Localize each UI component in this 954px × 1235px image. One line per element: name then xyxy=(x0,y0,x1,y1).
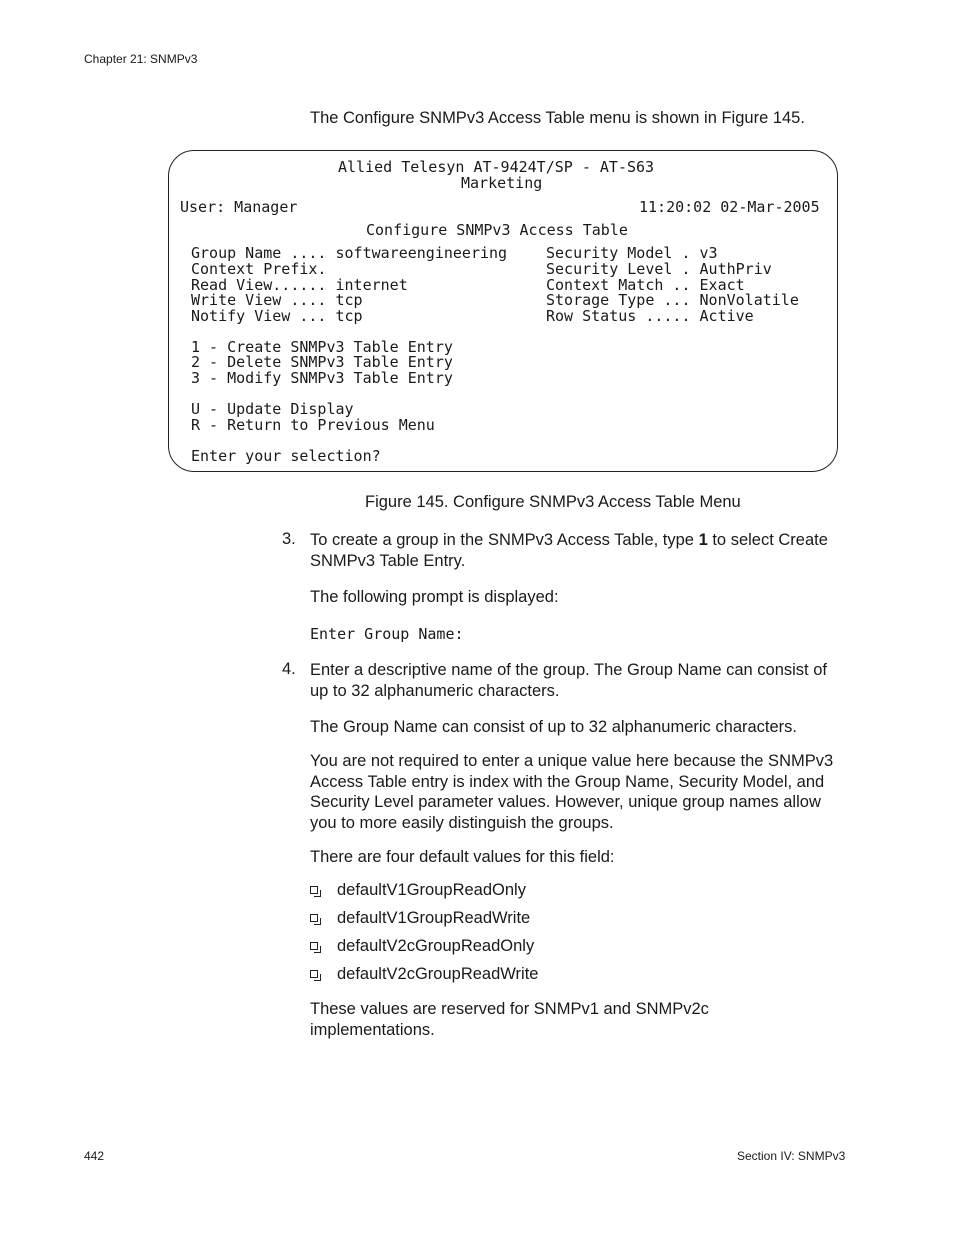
step-4-number: 4. xyxy=(282,660,296,678)
menu-option-delete[interactable]: 2 - Delete SNMPv3 Table Entry xyxy=(191,353,453,371)
bullet-box-icon xyxy=(310,886,318,894)
default-value-item: defaultV1GroupReadWrite xyxy=(337,909,531,927)
terminal-menu-title: Configure SNMPv3 Access Table xyxy=(366,221,628,239)
terminal-datetime: 11:20:02 02-Mar-2005 xyxy=(639,198,820,216)
bullet-box-icon xyxy=(310,942,318,950)
figure-caption: Figure 145. Configure SNMPv3 Access Table Menu xyxy=(365,493,741,511)
step-3-text-after: to select Create SNMPv3 Table Entry. xyxy=(310,531,828,570)
step-3-bold: 1 xyxy=(698,531,708,549)
field-security-level: Security Level . AuthPriv xyxy=(546,260,772,278)
step-3-number: 3. xyxy=(282,530,296,548)
section-footer: Section IV: SNMPv3 xyxy=(737,1149,846,1163)
terminal-user: User: Manager xyxy=(180,198,298,216)
menu-option-return[interactable]: R - Return to Previous Menu xyxy=(191,416,435,434)
chapter-header: Chapter 21: SNMPv3 xyxy=(84,52,198,66)
bullet-box-icon xyxy=(310,914,318,922)
field-row-status: Row Status ..... Active xyxy=(546,307,754,325)
bullet-box-icon xyxy=(310,970,318,978)
terminal-title: Allied Telesyn AT-9424T/SP - AT-S63 xyxy=(338,158,655,176)
terminal-prompt[interactable]: Enter your selection? xyxy=(191,447,381,465)
menu-option-modify[interactable]: 3 - Modify SNMPv3 Table Entry xyxy=(191,369,453,387)
step-3-text xyxy=(310,530,845,571)
terminal-subtitle: Marketing xyxy=(461,174,543,192)
field-storage-type: Storage Type ... NonVolatile xyxy=(546,291,799,309)
menu-option-update[interactable]: U - Update Display xyxy=(191,400,354,418)
default-value-item: defaultV2cGroupReadWrite xyxy=(337,965,539,983)
page-number: 442 xyxy=(84,1149,105,1163)
paragraph-reserved: These values are reserved for SNMPv1 and SNMPv2c implementations. xyxy=(310,1000,709,1039)
field-security-model: Security Model . v3 xyxy=(546,244,718,262)
field-context-prefix: Context Prefix. xyxy=(191,260,327,278)
field-notify-view: Notify View ... tcp xyxy=(191,307,363,325)
prompt-code: Enter Group Name: xyxy=(310,625,464,643)
paragraph-defaults-intro: There are four default values for this field: xyxy=(310,848,615,866)
field-group-name: Group Name .... softwareengineering xyxy=(191,244,508,262)
paragraph-unique-value: You are not required to enter a unique value here because the SNMPv3 Access Table entry is index with the Group Name, Security Model, and Security Level parameter values. However, unique group names allow you to more easily distinguish the groups. xyxy=(310,752,834,832)
step-3-text-before: To create a group in the SNMPv3 Access Table, type xyxy=(310,531,699,549)
prompt-intro: The following prompt is displayed: xyxy=(310,588,559,606)
field-read-view: Read View...... internet xyxy=(191,276,408,294)
field-write-view: Write View .... tcp xyxy=(191,291,363,309)
menu-option-create[interactable]: 1 - Create SNMPv3 Table Entry xyxy=(191,338,453,356)
paragraph-group-name: The Group Name can consist of up to 32 alphanumeric characters. xyxy=(310,718,797,736)
intro-text: The Configure SNMPv3 Access Table menu is shown in Figure 145. xyxy=(310,109,805,127)
default-value-item: defaultV2cGroupReadOnly xyxy=(337,937,535,955)
field-context-match: Context Match .. Exact xyxy=(546,276,745,294)
step-4-text: Enter a descriptive name of the group. The Group Name can consist of up to 32 alphanumeric characters. xyxy=(310,661,827,700)
default-value-item: defaultV1GroupReadOnly xyxy=(337,881,526,899)
